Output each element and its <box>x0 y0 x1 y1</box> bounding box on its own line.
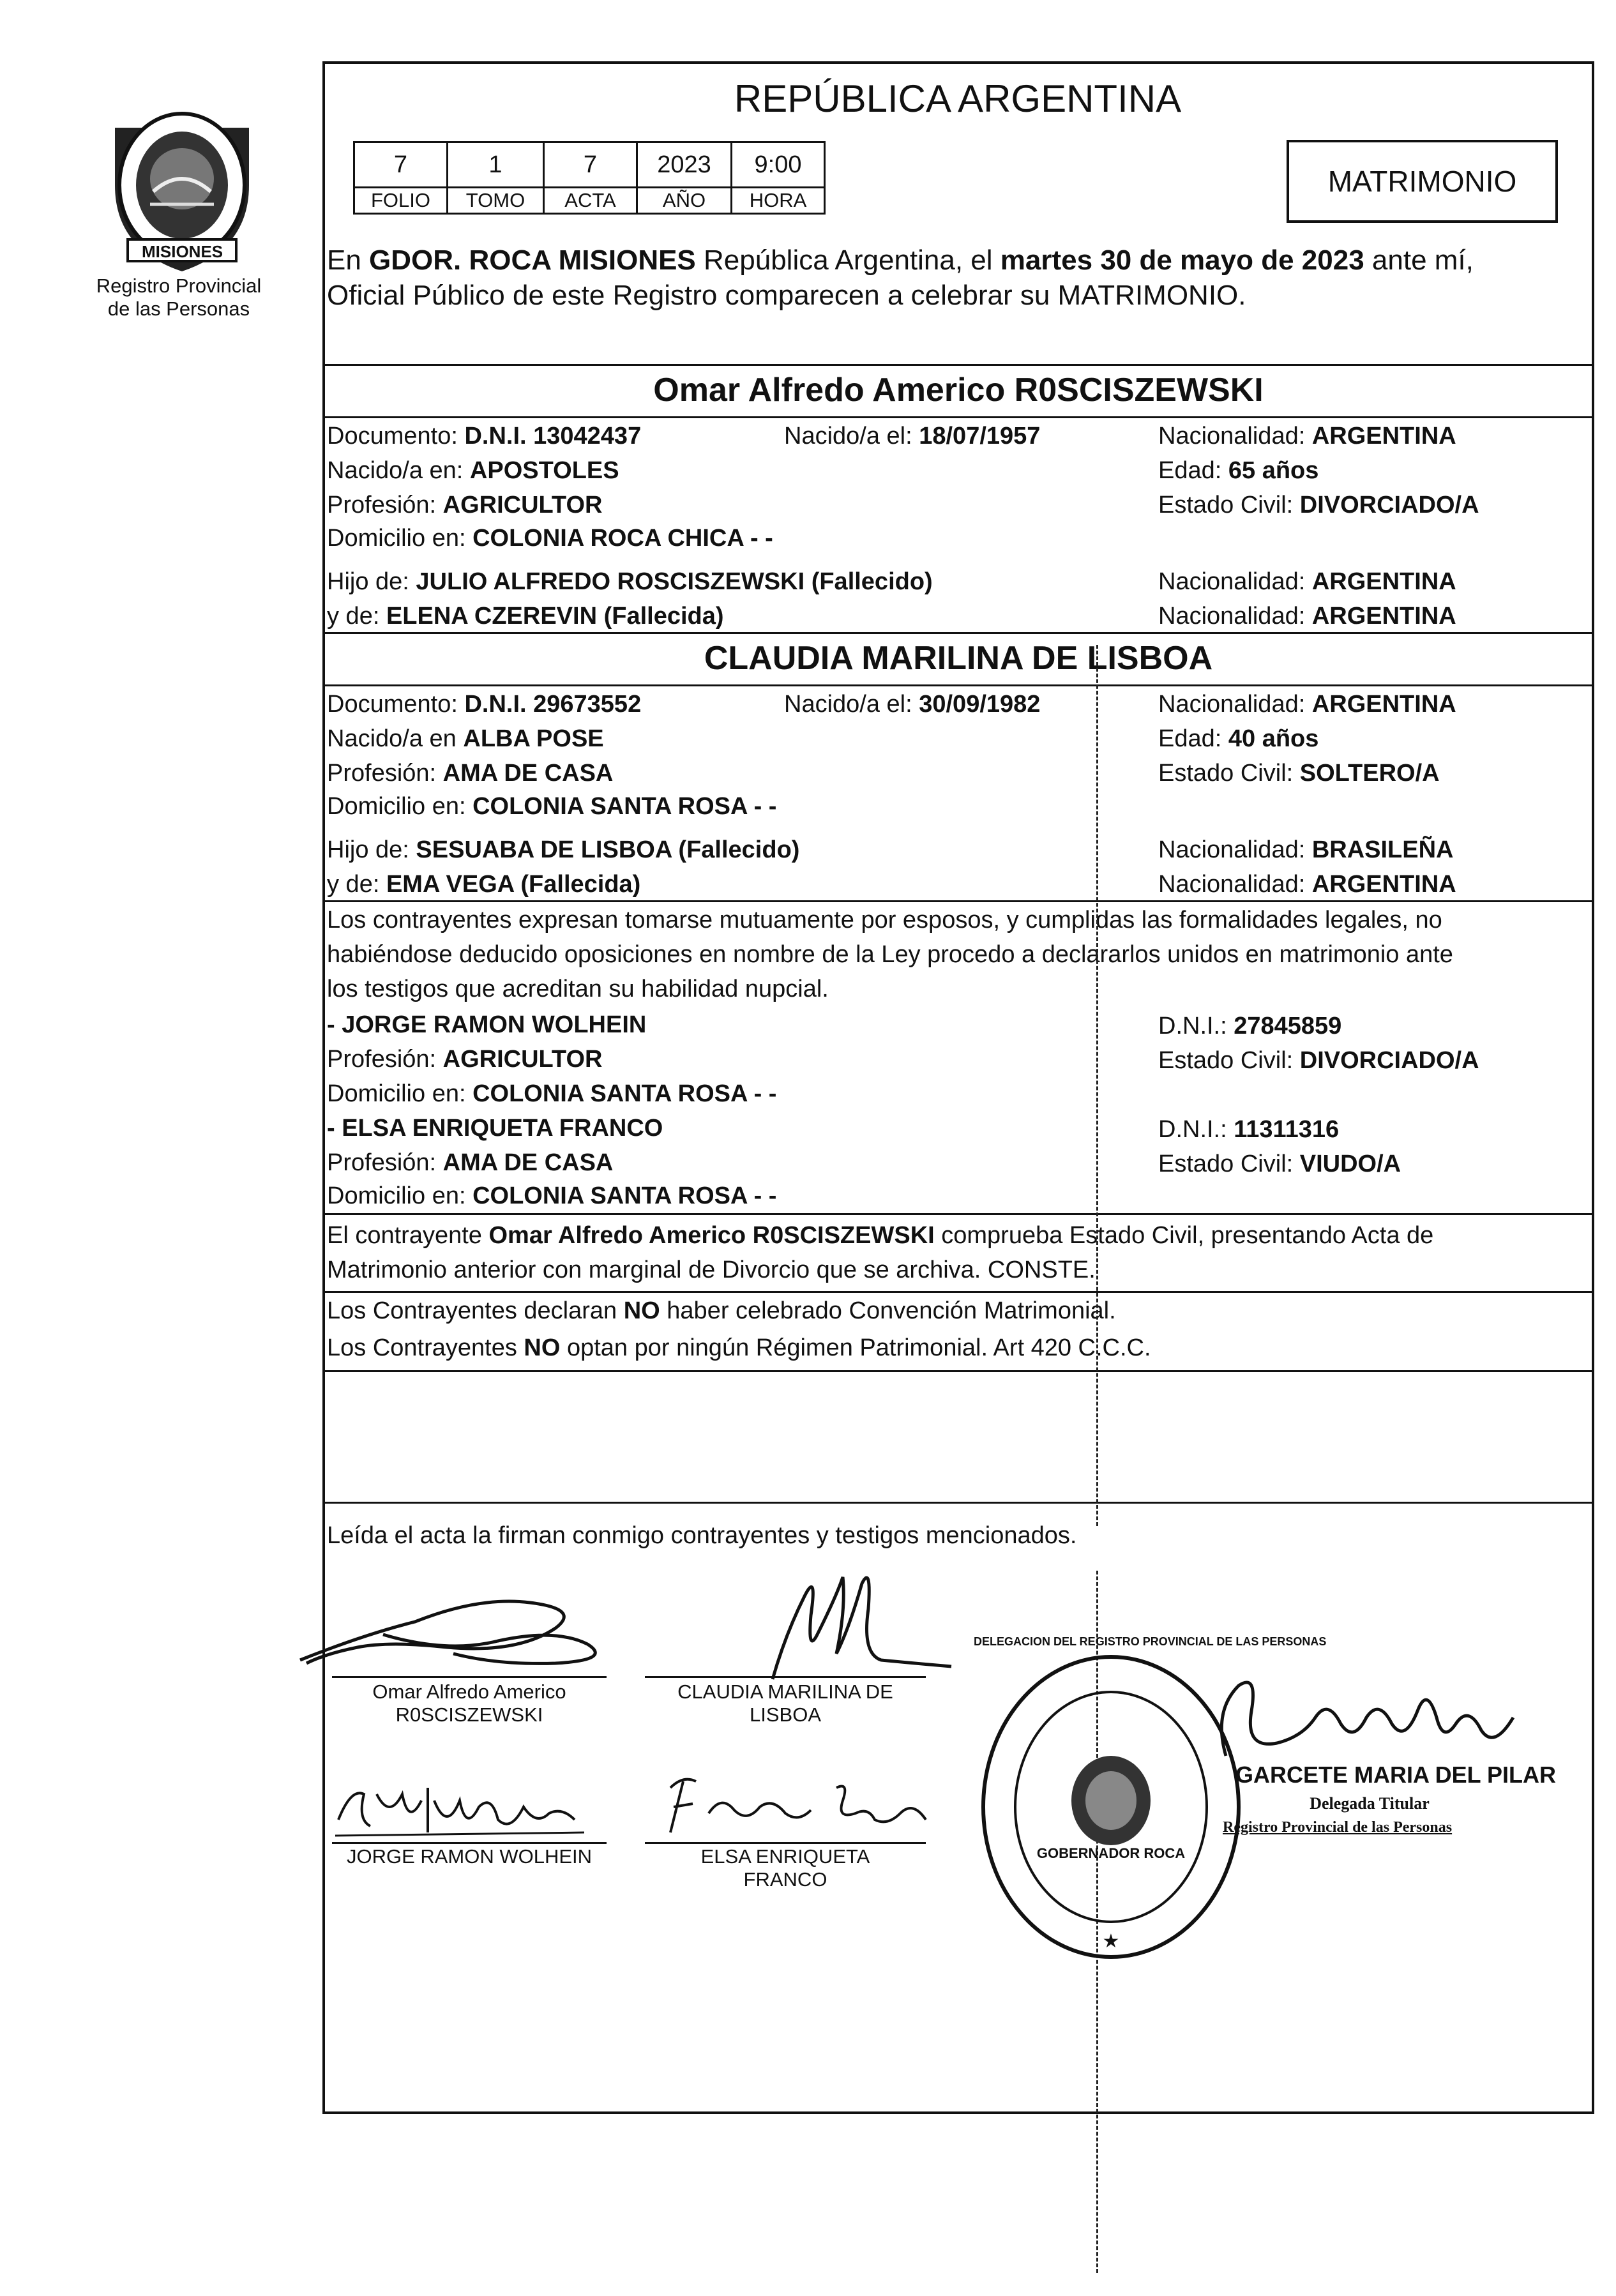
declaration-line3: los testigos que acreditan su habilidad nupcial. <box>327 976 829 1002</box>
party1-nationality: Nacionalidad: ARGENTINA <box>1158 423 1456 449</box>
witness2-address: Domicilio en: COLONIA SANTA ROSA - - <box>327 1182 777 1209</box>
signature-jorge <box>332 1769 587 1845</box>
party1-mother-nationality: Nacionalidad: ARGENTINA <box>1158 603 1456 630</box>
witness1-name: - JORGE RAMON WOLHEIN <box>327 1011 647 1038</box>
party1-document: Documento: D.N.I. 13042437 <box>327 423 642 449</box>
year-value: 2023 <box>637 142 732 188</box>
party2-document: Documento: D.N.I. 29673552 <box>327 691 642 718</box>
closing-text: Leída el acta la firman conmigo contrayentes y testigos mencionados. <box>327 1522 1077 1549</box>
fold-mark <box>1096 645 1098 1526</box>
folio-value: 7 <box>354 142 448 188</box>
sig2-name-line1: CLAUDIA MARILINA DE <box>677 1680 893 1703</box>
header-title: REPÚBLICA ARGENTINA <box>734 77 1182 120</box>
signature-omar <box>287 1558 645 1686</box>
divorce-note-line1: El contrayente Omar Alfredo Americo R0SCISZEWSKI comprueba Estado Civil, presentando Acta de <box>327 1222 1434 1249</box>
divorce-note-line2: Matrimonio anterior con marginal de Divorcio que se archiva. CONSTE. <box>327 1257 1096 1283</box>
seal-ring-text: DELEGACION DEL REGISTRO PROVINCIAL DE LAS PERSONAS <box>974 1635 1327 1648</box>
seal-inner-text: GOBERNADOR ROCA <box>1036 1845 1186 1861</box>
witness1-civil-status: Estado Civil: DIVORCIADO/A <box>1158 1047 1479 1074</box>
intro-place: GDOR. ROCA MISIONES <box>369 245 696 276</box>
official-title: Delegada Titular <box>1310 1794 1430 1813</box>
witness1-dni: D.N.I.: 27845859 <box>1158 1013 1342 1039</box>
party2-birthplace: Nacido/a en ALBA POSE <box>327 725 604 752</box>
party2-nationality: Nacionalidad: ARGENTINA <box>1158 691 1456 718</box>
party2-mother-nationality: Nacionalidad: ARGENTINA <box>1158 871 1456 898</box>
regime-line1: Los Contrayentes declaran NO haber celebrado Convención Matrimonial. <box>327 1297 1116 1324</box>
official-name: GARCETE MARIA DEL PILAR <box>1235 1762 1557 1788</box>
folio-label: FOLIO <box>354 188 448 214</box>
svg-text:★: ★ <box>1102 1930 1120 1952</box>
party1-address: Domicilio en: COLONIA ROCA CHICA - - <box>327 525 773 552</box>
hour-label: HORA <box>732 188 825 214</box>
document-type-box: MATRIMONIO <box>1287 140 1558 223</box>
party2-profession: Profesión: AMA DE CASA <box>327 760 614 787</box>
sig3-name-line1: JORGE RAMON WOLHEIN <box>346 1845 593 1868</box>
party1-birthdate: Nacido/a el: 18/07/1957 <box>784 423 1041 449</box>
party1-father: Hijo de: JULIO ALFREDO ROSCISZEWSKI (Fallecido) <box>327 568 933 595</box>
party2-civil-status: Estado Civil: SOLTERO/A <box>1158 760 1440 787</box>
witness2-name: - ELSA ENRIQUETA FRANCO <box>327 1115 663 1142</box>
sig4-name-line2: FRANCO <box>743 1868 827 1891</box>
witness1-profession: Profesión: AGRICULTOR <box>327 1046 603 1073</box>
acta-value: 7 <box>544 142 637 188</box>
party1-birthplace: Nacido/a en: APOSTOLES <box>327 457 619 484</box>
record-table <box>353 141 826 215</box>
regime-line2: Los Contrayentes NO optan por ningún Régimen Patrimonial. Art 420 C.C.C. <box>327 1334 1151 1361</box>
party1-age: Edad: 65 años <box>1158 457 1319 484</box>
sig4-name-line1: ELSA ENRIQUETA <box>700 1845 870 1868</box>
declaration-line2: habiéndose deducido oposiciones en nombre de la Ley procedo a declararlos unidos en matrimonio ante <box>327 941 1453 968</box>
sig2-name-line2: LISBOA <box>750 1703 821 1726</box>
intro-text-c: ante mí, <box>1364 245 1474 276</box>
party1-mother: y de: ELENA CZEREVIN (Fallecida) <box>327 603 724 630</box>
intro-line2: Oficial Público de este Registro comparecen a celebrar su MATRIMONIO. <box>327 280 1246 311</box>
official-office: Registro Provincial de las Personas <box>1223 1819 1453 1836</box>
witness2-dni: D.N.I.: 11311316 <box>1158 1116 1340 1143</box>
witness2-civil-status: Estado Civil: VIUDO/A <box>1158 1151 1401 1177</box>
hour-value: 9:00 <box>732 142 825 188</box>
logo-bottom-text: MISIONES <box>142 242 223 261</box>
intro-text-b: República Argentina, el <box>695 245 1001 276</box>
party1-father-nationality: Nacionalidad: ARGENTINA <box>1158 568 1456 595</box>
declaration-line1: Los contrayentes expresan tomarse mutuamente por esposos, y cumplidas las formalidades legales, no <box>327 907 1442 933</box>
party1-profession: Profesión: AGRICULTOR <box>327 492 603 518</box>
witness1-address: Domicilio en: COLONIA SANTA ROSA - - <box>327 1080 777 1107</box>
signature-claudia <box>690 1558 958 1686</box>
registry-logo <box>102 89 262 275</box>
signature-elsa <box>645 1762 939 1845</box>
tomo-label: TOMO <box>448 188 544 214</box>
intro-text-a: En <box>327 245 370 276</box>
party2-address: Domicilio en: COLONIA SANTA ROSA - - <box>327 793 777 820</box>
logo-top-text: PROVINCIA DE <box>152 99 244 113</box>
logo-caption-line1: Registro Provincial <box>96 275 262 297</box>
sig1-name-line2: R0SCISZEWSKI <box>395 1703 543 1726</box>
party2-name: CLAUDIA MARILINA DE LISBOA <box>704 640 1213 677</box>
party2-father-nationality: Nacionalidad: BRASILEÑA <box>1158 836 1454 863</box>
acta-label: ACTA <box>544 188 637 214</box>
party1-civil-status: Estado Civil: DIVORCIADO/A <box>1158 492 1479 518</box>
witness2-profession: Profesión: AMA DE CASA <box>327 1149 614 1176</box>
party2-mother: y de: EMA VEGA (Fallecida) <box>327 871 641 898</box>
party2-father: Hijo de: SESUABA DE LISBOA (Fallecido) <box>327 836 800 863</box>
party2-age: Edad: 40 años <box>1158 725 1319 752</box>
sig1-name-line1: Omar Alfredo Americo <box>372 1680 566 1703</box>
logo-caption-line2: de las Personas <box>107 298 250 320</box>
tomo-value: 1 <box>448 142 544 188</box>
intro-date: martes 30 de mayo de 2023 <box>1000 245 1364 276</box>
signature-official <box>1200 1660 1532 1775</box>
intro-line1 <box>327 244 1474 277</box>
party1-name: Omar Alfredo Americo R0SCISZEWSKI <box>653 372 1264 409</box>
year-label: AÑO <box>637 188 732 214</box>
party2-birthdate: Nacido/a el: 30/09/1982 <box>784 691 1041 718</box>
